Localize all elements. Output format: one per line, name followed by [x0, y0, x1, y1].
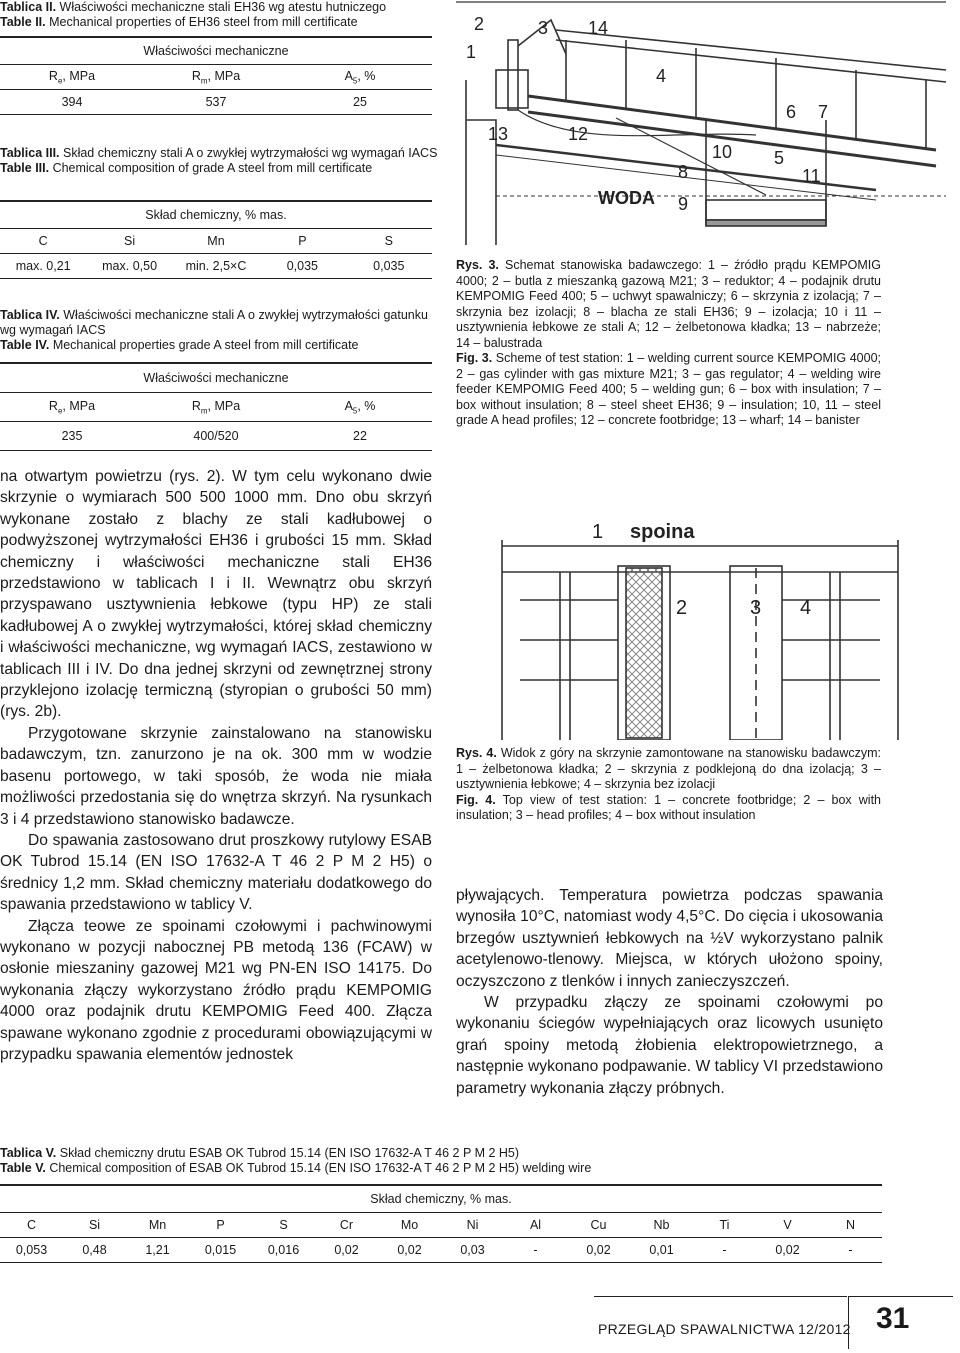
fig3-label: 7: [818, 102, 829, 122]
table3: [0, 200, 432, 279]
table2-header-re: $R_e$, MPa: [48, 68, 96, 86]
fig3-label: 5: [774, 148, 785, 168]
fig4-weld-label: spoina: [630, 521, 695, 543]
table5-header: Mn: [148, 1218, 167, 1232]
table3-cell: max. 0,21: [15, 259, 71, 273]
table4: [0, 362, 432, 451]
fig3-label: 2: [474, 14, 485, 34]
table2: [0, 36, 432, 115]
table3-group-header: Skład chemiczny, % mas.: [0, 201, 432, 229]
table5-header: N: [845, 1218, 856, 1232]
fig3-label: 4: [656, 66, 667, 86]
table5-cell: 0,02: [397, 1243, 422, 1257]
table2-cell: 25: [353, 95, 367, 109]
table3-cell: max. 0,50: [102, 259, 158, 273]
table3-cell: 0,035: [286, 259, 318, 273]
table5-cell: -: [533, 1243, 538, 1257]
fig3-water-label: WODA: [598, 188, 655, 208]
figure3-caption: Rys. 3. Schemat stanowiska badawczego: 1 – źródło prądu KEMPOMIG 4000; 2 – butla z mieszanką gazową M21; 3 – reduktor; 4 – podajnik drutu KEMPOMIG Feed 400; 5 – uchwyt spawalniczy; 6 – skrzynia z izolacją; 7 – skrzynia bez izolacji; 8 – blacha ze stali EH36; 9 – izolacja; 10 i 11 – usztywnienia łebkowe ze stali A; 12 – żelbetonowa kładka; 13 – nabrzeże; 14 – balustrada Fig. 3. Scheme of test station: 1 – welding current source KEMPOMIG 4000; 2 – gas cylinder with gas mixture M21; 3 – gas regulator; 4 – welding wire feeder KEMPOMIG Feed 400; 5 – welding gun; 6 – box with insulation; 7 – box without insulation; 8 – steel sheet EH36; 9 – insulation; 10, 11 – steel grade A head profiles; 12 – concrete footbridge; 13 – wharf; 14 – banister: [456, 258, 881, 427]
table5-header: Cu: [590, 1218, 607, 1232]
table5-header: Mo: [400, 1218, 419, 1232]
fig3-label: 11: [802, 166, 821, 186]
table5-group-header: Skład chemiczny, % mas.: [0, 1185, 882, 1213]
table5-header: S: [279, 1218, 288, 1232]
table4-group-header: Właściwości mechaniczne: [0, 363, 432, 393]
table5: [0, 1184, 882, 1263]
table4-cell: 22: [353, 429, 367, 443]
paragraph: Do spawania zastosowano drut proszkowy rutylowy ESAB OK Tubrod 15.14 (EN ISO 17632-A T 46 2 P M 2 H5) o średnicy 1,2 mm. Skład chemiczny materiału dodatkowego do spawania przedstawiono w tablicy V.: [0, 831, 432, 914]
table5-cell: -: [848, 1243, 853, 1257]
table5-cell: 0,48: [82, 1243, 107, 1257]
left-body-text: [0, 466, 432, 1065]
table5-header: Nb: [653, 1218, 670, 1232]
fig3-label: 8: [678, 162, 689, 182]
table3-cell: min. 2,5×C: [185, 259, 247, 273]
table5-header: Al: [529, 1218, 542, 1232]
table3-header: C: [38, 234, 48, 248]
table4-caption: Tablica IV. Właściwości mechaniczne stali A o zwykłej wytrzymałości gatunku wg wymagań IACS Table IV. Mechanical properties grade A steel from mill certificate: [0, 308, 428, 352]
table5-cell: 0,016: [267, 1243, 300, 1257]
table5-header: Si: [88, 1218, 101, 1232]
table5-data-row: [0, 1238, 882, 1263]
table3-cell: 0,035: [373, 259, 405, 273]
table4-cell: 235: [61, 429, 83, 443]
fig4-label: 2: [676, 597, 688, 619]
fig3-label: 3: [538, 18, 549, 38]
table3-header: S: [384, 234, 393, 248]
table2-group-header: Właściwości mechaniczne: [0, 37, 432, 65]
table5-header: Cr: [339, 1218, 354, 1232]
fig4-label: 1: [592, 521, 604, 543]
table4-header-re: $R_e$, MPa: [48, 398, 96, 416]
table3-caption: Tablica III. Skład chemiczny stali A o zwykłej wytrzymałości wg wymagań IACS Table III. Chemical composition of grade A steel from mill certificate: [0, 146, 438, 175]
table5-cell: -: [722, 1243, 727, 1257]
fig3-label: 13: [488, 124, 509, 144]
paragraph: pływających. Temperatura powietrza podczas spawania wynosiła 10°C, natomiast wody 4,5°C. Do cięcia i ukosowania brzegów usztywnień łebkowych na ½V wykorzystano palnik acetylenowo-tlenowy. Miejsca, w których ułożono spoiny, oczyszczono z tlenków i innych zanieczyszczeń.: [456, 887, 883, 990]
table5-header: Ni: [466, 1218, 479, 1232]
figure3-scheme: [456, 0, 960, 250]
table5-cell: 0,015: [204, 1243, 237, 1257]
figure4-caption: Rys. 4. Widok z góry na skrzynie zamontowane na stanowisku badawczym: 1 – żelbetonowa kładka; 2 – skrzynia z podklejoną do dna izolacją; 3 – usztywnienia łebkowe; 4 – skrzynia bez izolacji Fig. 4. Top view of test station: 1 – concrete footbridge; 2 – box with insulation; 3 – head profiles; 4 – box without insulation: [456, 746, 881, 822]
table4-header-rm: $R_m$, MPa: [191, 398, 241, 416]
figure4-top-view: [500, 510, 900, 740]
paragraph: Złącza teowe ze spoinami czołowymi i pachwinowymi wykonano w pozycji nabocznej PB metodą 136 (FCAW) w osłonie mieszaniny gazowej M21 wg PN-EN ISO 14175. Do wykonania złączy wykorzystano źródło prądu KEMPOMIG 4000 oraz podajnik drutu KEMPOMIG Feed 400. Złącza spawane wykonano zgodnie z procedurami obowiązującymi w przypadku spawania elementów jednostek: [0, 917, 432, 1063]
table5-cell: 0,02: [586, 1243, 611, 1257]
table5-cell: 0,02: [334, 1243, 359, 1257]
fig3-label: 10: [712, 142, 733, 162]
fig3-label: 12: [568, 124, 589, 144]
table5-header: C: [26, 1218, 37, 1232]
table4-header-a5: $A_5$, %: [344, 398, 376, 416]
fig3-label: 1: [466, 42, 477, 62]
table5-caption: Tablica V. Skład chemiczny drutu ESAB OK Tubrod 15.14 (EN ISO 17632-A T 46 2 P M 2 H5) Table V. Chemical composition of ESAB OK Tubrod 15.14 (EN ISO 17632-A T 46 2 P M 2 H5) welding wire: [0, 1146, 592, 1175]
table2-header-rm: $R_m$, MPa: [191, 68, 241, 86]
table5-header: P: [216, 1218, 225, 1232]
page-number: 31: [876, 1302, 910, 1335]
table5-cell: 0,02: [775, 1243, 800, 1257]
table5-cell: 0,01: [649, 1243, 674, 1257]
table5-header-row: [0, 1213, 882, 1238]
table3-header: Si: [124, 234, 136, 248]
paragraph: Przygotowane skrzynie zainstalowano na stanowisku badawczym, tzn. zanurzono je na ok. 300 mm w wodzie basenu portowego, w taki sposób, że woda nie miała możliwości przedostania się do wnętrza skrzyń. Na rysunkach 3 i 4 przedstawiono stanowisko badawcze.: [0, 724, 432, 828]
table5-cell: 0,03: [460, 1243, 485, 1257]
fig4-label: 4: [800, 597, 812, 619]
footer-rule: [594, 1296, 847, 1297]
table5-cell: 1,21: [145, 1243, 170, 1257]
paragraph: na otwartym powietrzu (rys. 2). W tym celu wykonano dwie skrzynie o wymiarach 500 500 1000 mm. Dno obu skrzyń wykonane zostało z blachy ze stali kadłubowej o podwyższonej wytrzymałości EH36 i grubości 15 mm. Skład chemiczny i właściwości mechaniczne stali EH36 przedstawiono w tablicach I i II. Wewnątrz obu skrzyń przyspawano usztywnienia łebkowe (typu HP) ze stali kadłubowej A o zwykłej wytrzymałości, której skład chemiczny i właściwości mechaniczne, wg wymagań IACS, zestawiono w tablicach III i IV. Do dna jednej skrzyni od zewnętrznej strony przyklejono izolację termiczną (styropian o grubości 50 mm) (rys. 2b).: [0, 468, 432, 721]
fig3-label: 14: [588, 18, 609, 38]
table2-cell: 537: [205, 95, 227, 109]
fig3-label: 9: [678, 194, 689, 214]
paragraph: W przypadku złączy ze spoinami czołowymi po wykonaniu ściegów wypełniających oraz licowych usunięto grań spoiny metodą żłobienia elektropowietrznego, a następnie wykonano podpawanie. W tablicy VI przedstawiono parametry wykonania złączy próbnych.: [456, 994, 883, 1097]
right-body-text: [456, 885, 883, 1099]
table3-header: Mn: [207, 234, 225, 248]
table5-header: V: [783, 1218, 792, 1232]
table5-header: Ti: [719, 1218, 730, 1232]
table3-header: P: [298, 234, 307, 248]
fig3-label: 6: [786, 102, 797, 122]
table2-header-a5: $A_5$, %: [344, 68, 376, 86]
journal-title: PRZEGLĄD SPAWALNICTWA 12/2012: [598, 1321, 851, 1337]
fig4-label: 3: [750, 597, 762, 619]
table4-cell: 400/520: [193, 429, 239, 443]
table2-caption: Tablica II. Właściwości mechaniczne stali EH36 wg atestu hutniczego Table II. Mechanical properties of EH36 steel from mill certificate: [0, 0, 387, 29]
table5-cell: 0,053: [15, 1243, 48, 1257]
table2-cell: 394: [61, 95, 83, 109]
